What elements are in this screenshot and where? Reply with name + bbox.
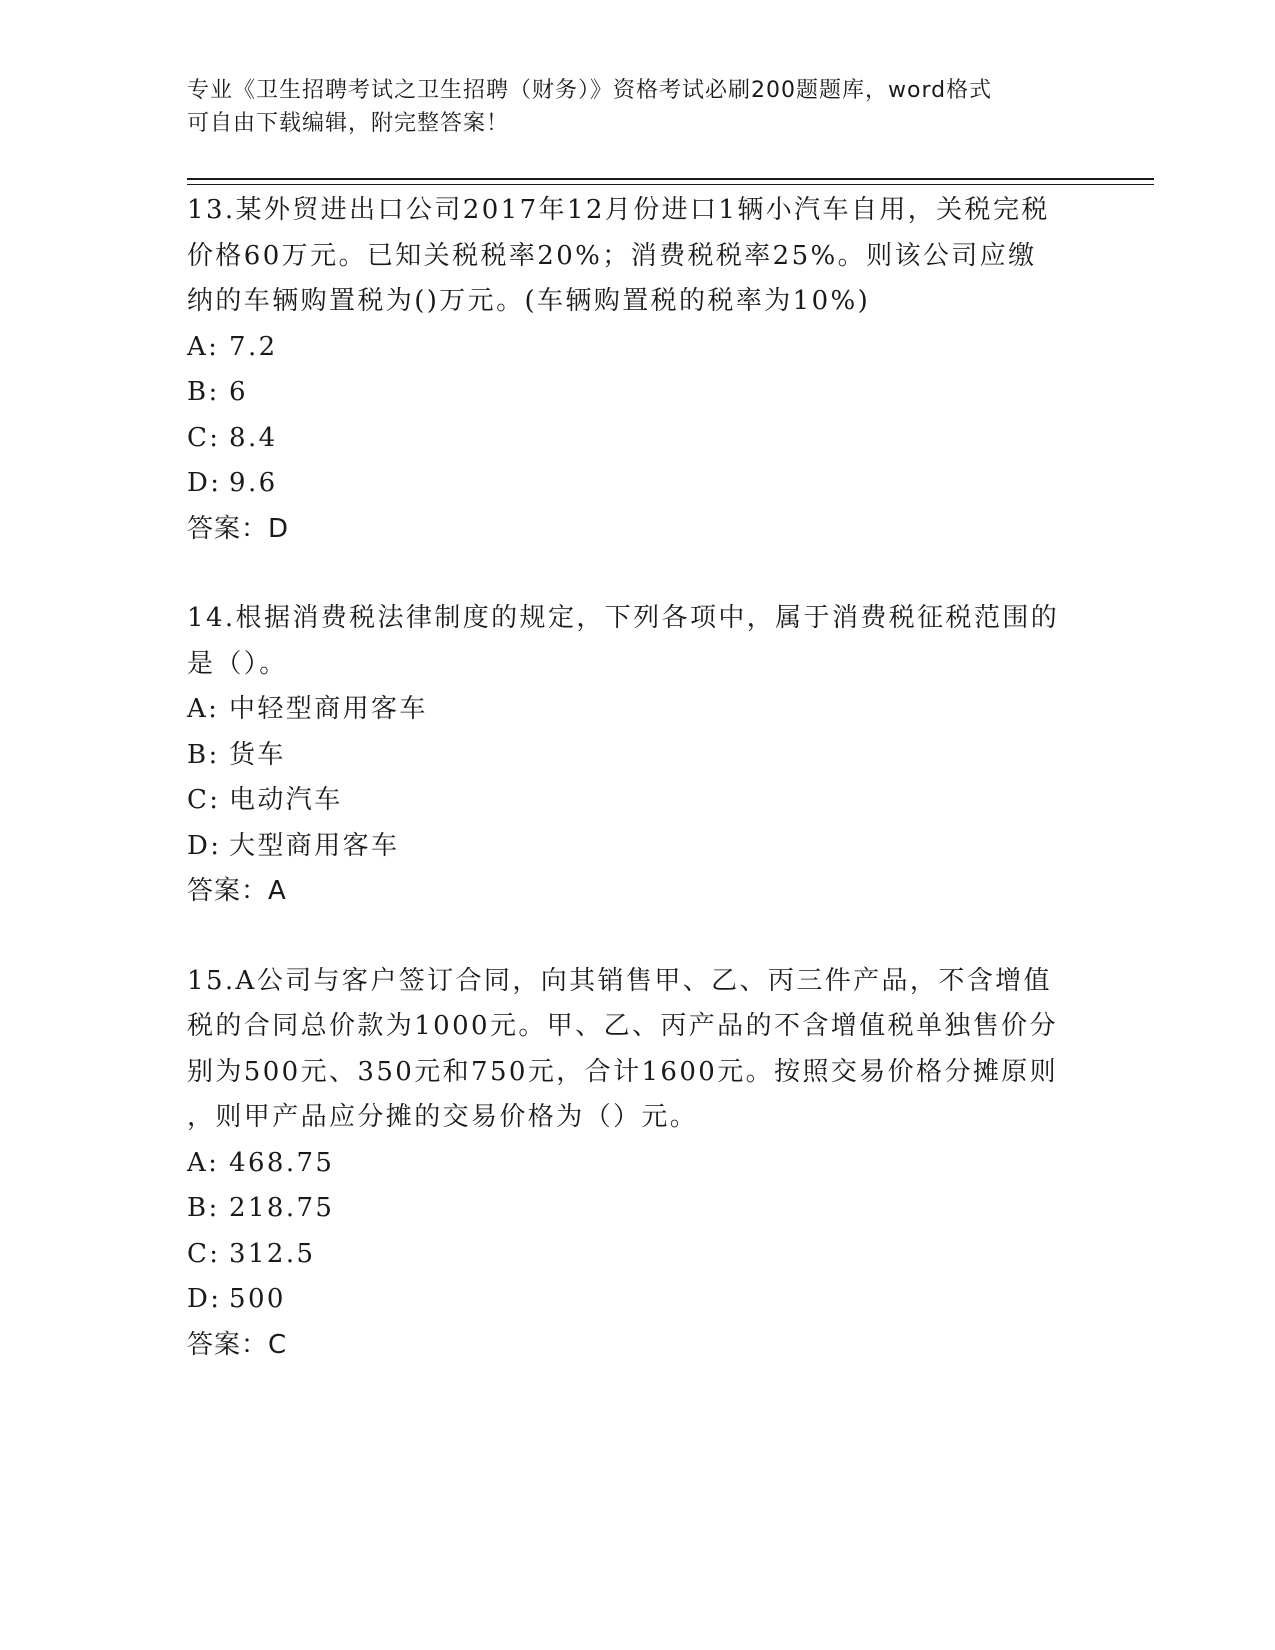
option-a	[187, 687, 1087, 733]
option-text: 500	[229, 1284, 286, 1314]
option-c	[187, 778, 1087, 824]
option-a	[187, 1141, 1087, 1187]
option-c	[187, 1232, 1087, 1278]
option-d	[187, 824, 1087, 870]
option-text: 218.75	[229, 1193, 335, 1223]
option-text: 大型商用客车	[229, 830, 400, 861]
question-stem: 15.A公司与客户签订合同，向其销售甲、乙、丙三件产品，不含增值 税的合同总价款为1000元。甲、乙、丙产品的不含增值税单独售价分 别为500元、350元和750元，合计1600元。按照交易价格分摊原则 ，则甲产品应分摊的交易价格为（）元。	[187, 965, 1059, 1132]
option-c	[187, 416, 1087, 462]
answer-line: 答案：A	[187, 876, 287, 906]
option-key: D:	[187, 1284, 222, 1314]
option-key: A:	[187, 1147, 220, 1178]
option-b	[187, 733, 1087, 779]
option-d	[187, 461, 1087, 507]
option-key: A:	[187, 694, 220, 724]
option-key: C:	[187, 785, 221, 815]
option-text: 468.75	[229, 1147, 335, 1178]
document-header	[187, 74, 1067, 140]
question-stem: 13.某外贸进出口公司2017年12月份进口1辆小汽车自用，关税完税 价格60万元。已知关税税率20%；消费税税率25%。则该公司应缴 纳的车辆购置税为()万元。(车辆购置税的税率为10%)	[187, 195, 1050, 316]
option-text: 9.6	[229, 468, 278, 498]
question-list	[187, 188, 1087, 1368]
option-text: 7.2	[229, 331, 278, 362]
question-stem: 14.根据消费税法律制度的规定，下列各项中，属于消费税征税范围的 是（）。	[187, 603, 1060, 679]
option-text: 电动汽车	[229, 785, 343, 815]
option-key: B:	[187, 739, 220, 770]
option-b	[187, 1186, 1087, 1232]
header-line-1: 专业《卫生招聘考试之卫生招聘（财务）》资格考试必刷200题题库，word格式	[187, 78, 993, 103]
question-15	[187, 959, 1087, 1369]
option-text: 6	[229, 377, 248, 407]
header-divider-thin	[187, 184, 1154, 185]
option-d	[187, 1277, 1087, 1323]
question-spacer	[187, 552, 1087, 596]
header-divider-thick	[187, 178, 1154, 180]
option-a	[187, 325, 1087, 371]
option-key: D:	[187, 830, 222, 861]
option-key: B:	[187, 377, 220, 407]
option-key: B:	[187, 1193, 220, 1223]
option-text: 中轻型商用客车	[229, 694, 428, 724]
option-key: C:	[187, 1238, 221, 1269]
option-text: 312.5	[229, 1238, 316, 1269]
header-line-2: 可自由下载编辑，附完整答案！	[187, 111, 510, 136]
option-text: 货车	[229, 739, 286, 770]
answer-line: 答案：C	[187, 1329, 288, 1360]
question-13	[187, 188, 1087, 552]
option-key: A:	[187, 331, 220, 362]
question-14	[187, 596, 1087, 915]
option-b	[187, 370, 1087, 416]
option-key: C:	[187, 422, 221, 453]
answer-line: 答案：D	[187, 513, 290, 544]
question-spacer	[187, 915, 1087, 959]
option-key: D:	[187, 468, 222, 498]
option-text: 8.4	[229, 422, 278, 453]
